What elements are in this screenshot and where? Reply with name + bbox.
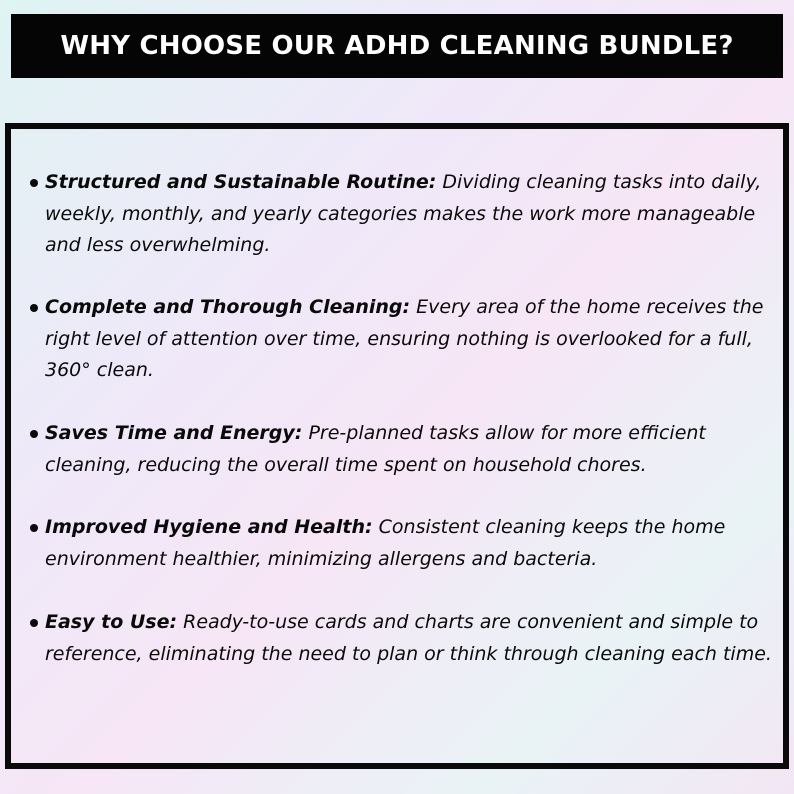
benefit-label: Easy to Use: <box>45 611 178 633</box>
bullet-icon <box>30 619 38 627</box>
benefit-text <box>45 292 785 387</box>
benefit-description: Pre-planned tasks allow for more efficient cleaning, reducing the overall time spent on household chores. <box>45 422 706 476</box>
benefit-label: Structured and Sustainable Routine: <box>45 171 437 193</box>
benefit-label: Complete and Thorough Cleaning: <box>45 296 411 318</box>
benefit-text <box>45 512 785 575</box>
benefit-label: Improved Hygiene and Health: <box>45 516 373 538</box>
bullet-icon <box>30 304 38 312</box>
benefit-text <box>45 418 785 481</box>
benefit-label: Saves Time and Energy: <box>45 422 303 444</box>
benefits-panel <box>5 123 789 769</box>
benefit-description: Ready-to-use cards and charts are convenient and simple to reference, eliminating the need to plan or think through cleaning each time. <box>45 611 772 665</box>
page-title: WHY CHOOSE OUR ADHD CLEANING BUNDLE? <box>60 31 734 61</box>
benefit-description: Dividing cleaning tasks into daily, weekly, monthly, and yearly categories makes the work more manageable and less overwhelming. <box>45 171 762 256</box>
benefit-description: Every area of the home receives the right level of attention over time, ensuring nothing is overlooked for a full, 360° clean. <box>45 296 764 381</box>
bullet-icon <box>30 179 38 187</box>
benefit-description: Consistent cleaning keeps the home environment healthier, minimizing allergens and bacteria. <box>45 516 726 570</box>
bullet-icon <box>30 524 38 532</box>
title-banner <box>11 14 783 78</box>
benefit-text <box>45 607 785 670</box>
benefit-text <box>45 167 785 262</box>
bullet-icon <box>30 430 38 438</box>
